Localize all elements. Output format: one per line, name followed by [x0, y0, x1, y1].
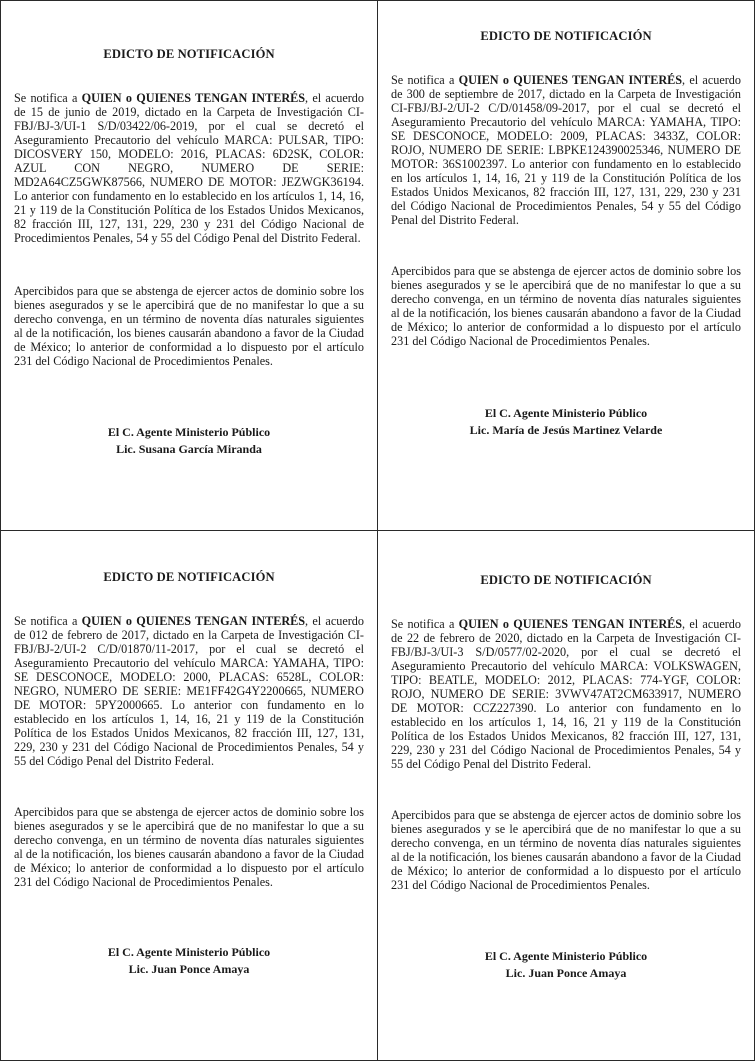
edict-warning-paragraph: Apercibidos para que se abstenga de ejercer actos de dominio sobre los bienes asegurados y se le apercibirá que de no manifestar lo que a su derecho convenga, en un término de noventa días naturales siguientes al de la notificación, los bienes causarán abandono a favor de la Ciudad de México; lo anterior de conformidad a lo dispuesto por el artículo 231 del Código Nacional de Procedimientos Penales.	[14, 805, 364, 890]
notice-intro: Se notifica a	[14, 91, 82, 105]
edict-panel	[377, 530, 755, 1061]
edict-title: EDICTO DE NOTIFICACIÓN	[480, 573, 652, 587]
notice-body: , el acuerdo de 012 de febrero de 2017, dictado en la Carpeta de Investigación CI-FBJ/BJ-2/UI-2 C/D/01870/11-2017, por el cual se decretó el Aseguramiento Precautorio del vehículo MARCA: YAMAHA, TIPO: SE DESCONOCE, MODELO: 2000, PLACAS: 6528L, COLOR: NEGRO, NUMERO DE SERIE: ME1FF42G4Y2200665, NUMERO DE MOTOR: 5PY2000665. Lo anterior con fundamento en lo establecido en los artículos 1, 14, 16, 21 y 119 de la Constitución Política de los Estados Unidos Mexicanos, 82 fracción III, 127, 131, 229, 230 y 231 del Código Nacional de Procedimientos Penales, 54 y 55 del Código Penal del Distrito Federal.	[14, 614, 364, 769]
notice-intro: Se notifica a	[14, 614, 82, 628]
notice-body: , el acuerdo de 15 de junio de 2019, dictado en la Carpeta de Investigación CI-FBJ/BJ-3/UI-1 S/D/03422/06-2019, por el cual se decretó el Aseguramiento Precautorio del vehículo MARCA: PULSAR, TIPO: DICOSVERY 150, MODELO: 2016, PLACAS: 6D2SK, COLOR: AZUL CON NEGRO, NUMERO DE SERIE: MD2A64CZ5GWK87566, NUMERO DE MOTOR: JEZWGK36194. Lo anterior con fundamento en lo establecido en los artículos 1, 14, 16, 21 y 119 de la Constitución Política de los Estados Unidos Mexicanos, 82 fracción III, 127, 131, 229, 230 y 231 del Código Nacional de Procedimientos Penales, 54 y 55 del Código Penal del Distrito Federal.	[14, 91, 364, 246]
notice-intro: Se notifica a	[391, 617, 459, 631]
edict-signature	[14, 944, 364, 978]
edict-warning-paragraph: Apercibidos para que se abstenga de ejercer actos de dominio sobre los bienes asegurados y se le apercibirá que de no manifestar lo que a su derecho convenga, en un término de noventa días naturales siguientes al de la notificación, los bienes causarán abandono a favor de la Ciudad de México; lo anterior de conformidad a lo dispuesto por el artículo 231 del Código Nacional de Procedimientos Penales.	[391, 808, 741, 893]
edict-signature	[391, 948, 741, 982]
edict-title: EDICTO DE NOTIFICACIÓN	[103, 570, 275, 584]
edict-notice-paragraph	[14, 91, 364, 246]
signer-name: Lic. Juan Ponce Amaya	[505, 966, 627, 980]
edict-warning-paragraph: Apercibidos para que se abstenga de ejercer actos de dominio sobre los bienes asegurados y se le apercibirá que de no manifestar lo que a su derecho convenga, en un término de noventa días naturales siguientes al de la notificación, los bienes causarán abandono a favor de la Ciudad de México; lo anterior de conformidad a lo dispuesto por el artículo 231 del Código Nacional de Procedimientos Penales.	[14, 284, 364, 369]
edict-signature	[14, 424, 364, 458]
edict-panel	[0, 530, 378, 1061]
notice-addressee: QUIEN o QUIENES TENGAN INTERÉS	[458, 73, 683, 87]
signer-role: El C. Agente Ministerio Público	[107, 945, 271, 959]
notice-addressee: QUIEN o QUIENES TENGAN INTERÉS	[81, 614, 306, 628]
edict-notice-paragraph	[391, 617, 741, 772]
notice-addressee: QUIEN o QUIENES TENGAN INTERÉS	[458, 617, 683, 631]
signer-name: Lic. Juan Ponce Amaya	[128, 962, 250, 976]
signer-name: Lic. María de Jesús Martinez Velarde	[469, 423, 663, 437]
notice-body: , el acuerdo de 300 de septiembre de 2017, dictado en la Carpeta de Investigación CI-FBJ/BJ-2/UI-2 C/D/01458/09-2017, por el cual se decretó el Aseguramiento Precautorio del vehículo MARCA: YAMAHA, TIPO: SE DESCONOCE, MODELO: 2009, PLACAS: 3433Z, COLOR: ROJO, NUMERO DE SERIE: LBPKE124390025346, NUMERO DE MOTOR: 36S1002397. Lo anterior con fundamento en lo establecido en los artículos 1, 14, 16, 21 y 119 de la Constitución Política de los Estados Unidos Mexicanos, 82 fracción III, 127, 131, 229, 230 y 231 del Código Nacional de Procedimientos Penales, 54 y 55 del Código Penal del Distrito Federal.	[391, 73, 741, 228]
notice-body: , el acuerdo de 22 de febrero de 2020, dictado en la Carpeta de Investigación CI-FBJ/BJ-3/UI-3 S/D/0577/02-2020, por el cual se decretó el Aseguramiento Precautorio del vehículo MARCA: VOLKSWAGEN, TIPO: BEATLE, MODELO: 2012, PLACAS: 774-YGF, COLOR: ROJO, NUMERO DE SERIE: 3VWV47AT2CM633917, NUMERO DE MOTOR: CCZ227390. Lo anterior con fundamento en lo establecido en los artículos 1, 14, 16, 21 y 119 de la Constitución Política de los Estados Unidos Mexicanos, 82 fracción III, 127, 131, 229, 230 y 231 del Código Nacional de Procedimientos Penales, 54 y 55 del Código Penal del Distrito Federal.	[391, 617, 741, 772]
notice-addressee: QUIEN o QUIENES TENGAN INTERÉS	[81, 91, 306, 105]
edict-signature	[391, 405, 741, 439]
edict-title: EDICTO DE NOTIFICACIÓN	[480, 29, 652, 43]
signer-role: El C. Agente Ministerio Público	[484, 949, 648, 963]
notice-intro: Se notifica a	[391, 73, 459, 87]
edict-panel	[0, 0, 378, 531]
edict-title: EDICTO DE NOTIFICACIÓN	[103, 47, 275, 61]
signer-name: Lic. Susana García Miranda	[116, 442, 262, 456]
signer-role: El C. Agente Ministerio Público	[484, 406, 648, 420]
edict-warning-paragraph: Apercibidos para que se abstenga de ejercer actos de dominio sobre los bienes asegurados y se le apercibirá que de no manifestar lo que a su derecho convenga, en un término de noventa días naturales siguientes al de la notificación, los bienes causarán abandono a favor de la Ciudad de México; lo anterior de conformidad a lo dispuesto por el artículo 231 del Código Nacional de Procedimientos Penales.	[391, 264, 741, 349]
edict-notice-paragraph	[14, 614, 364, 769]
edict-panel	[377, 0, 755, 531]
signer-role: El C. Agente Ministerio Público	[107, 425, 271, 439]
edict-notice-paragraph	[391, 73, 741, 228]
